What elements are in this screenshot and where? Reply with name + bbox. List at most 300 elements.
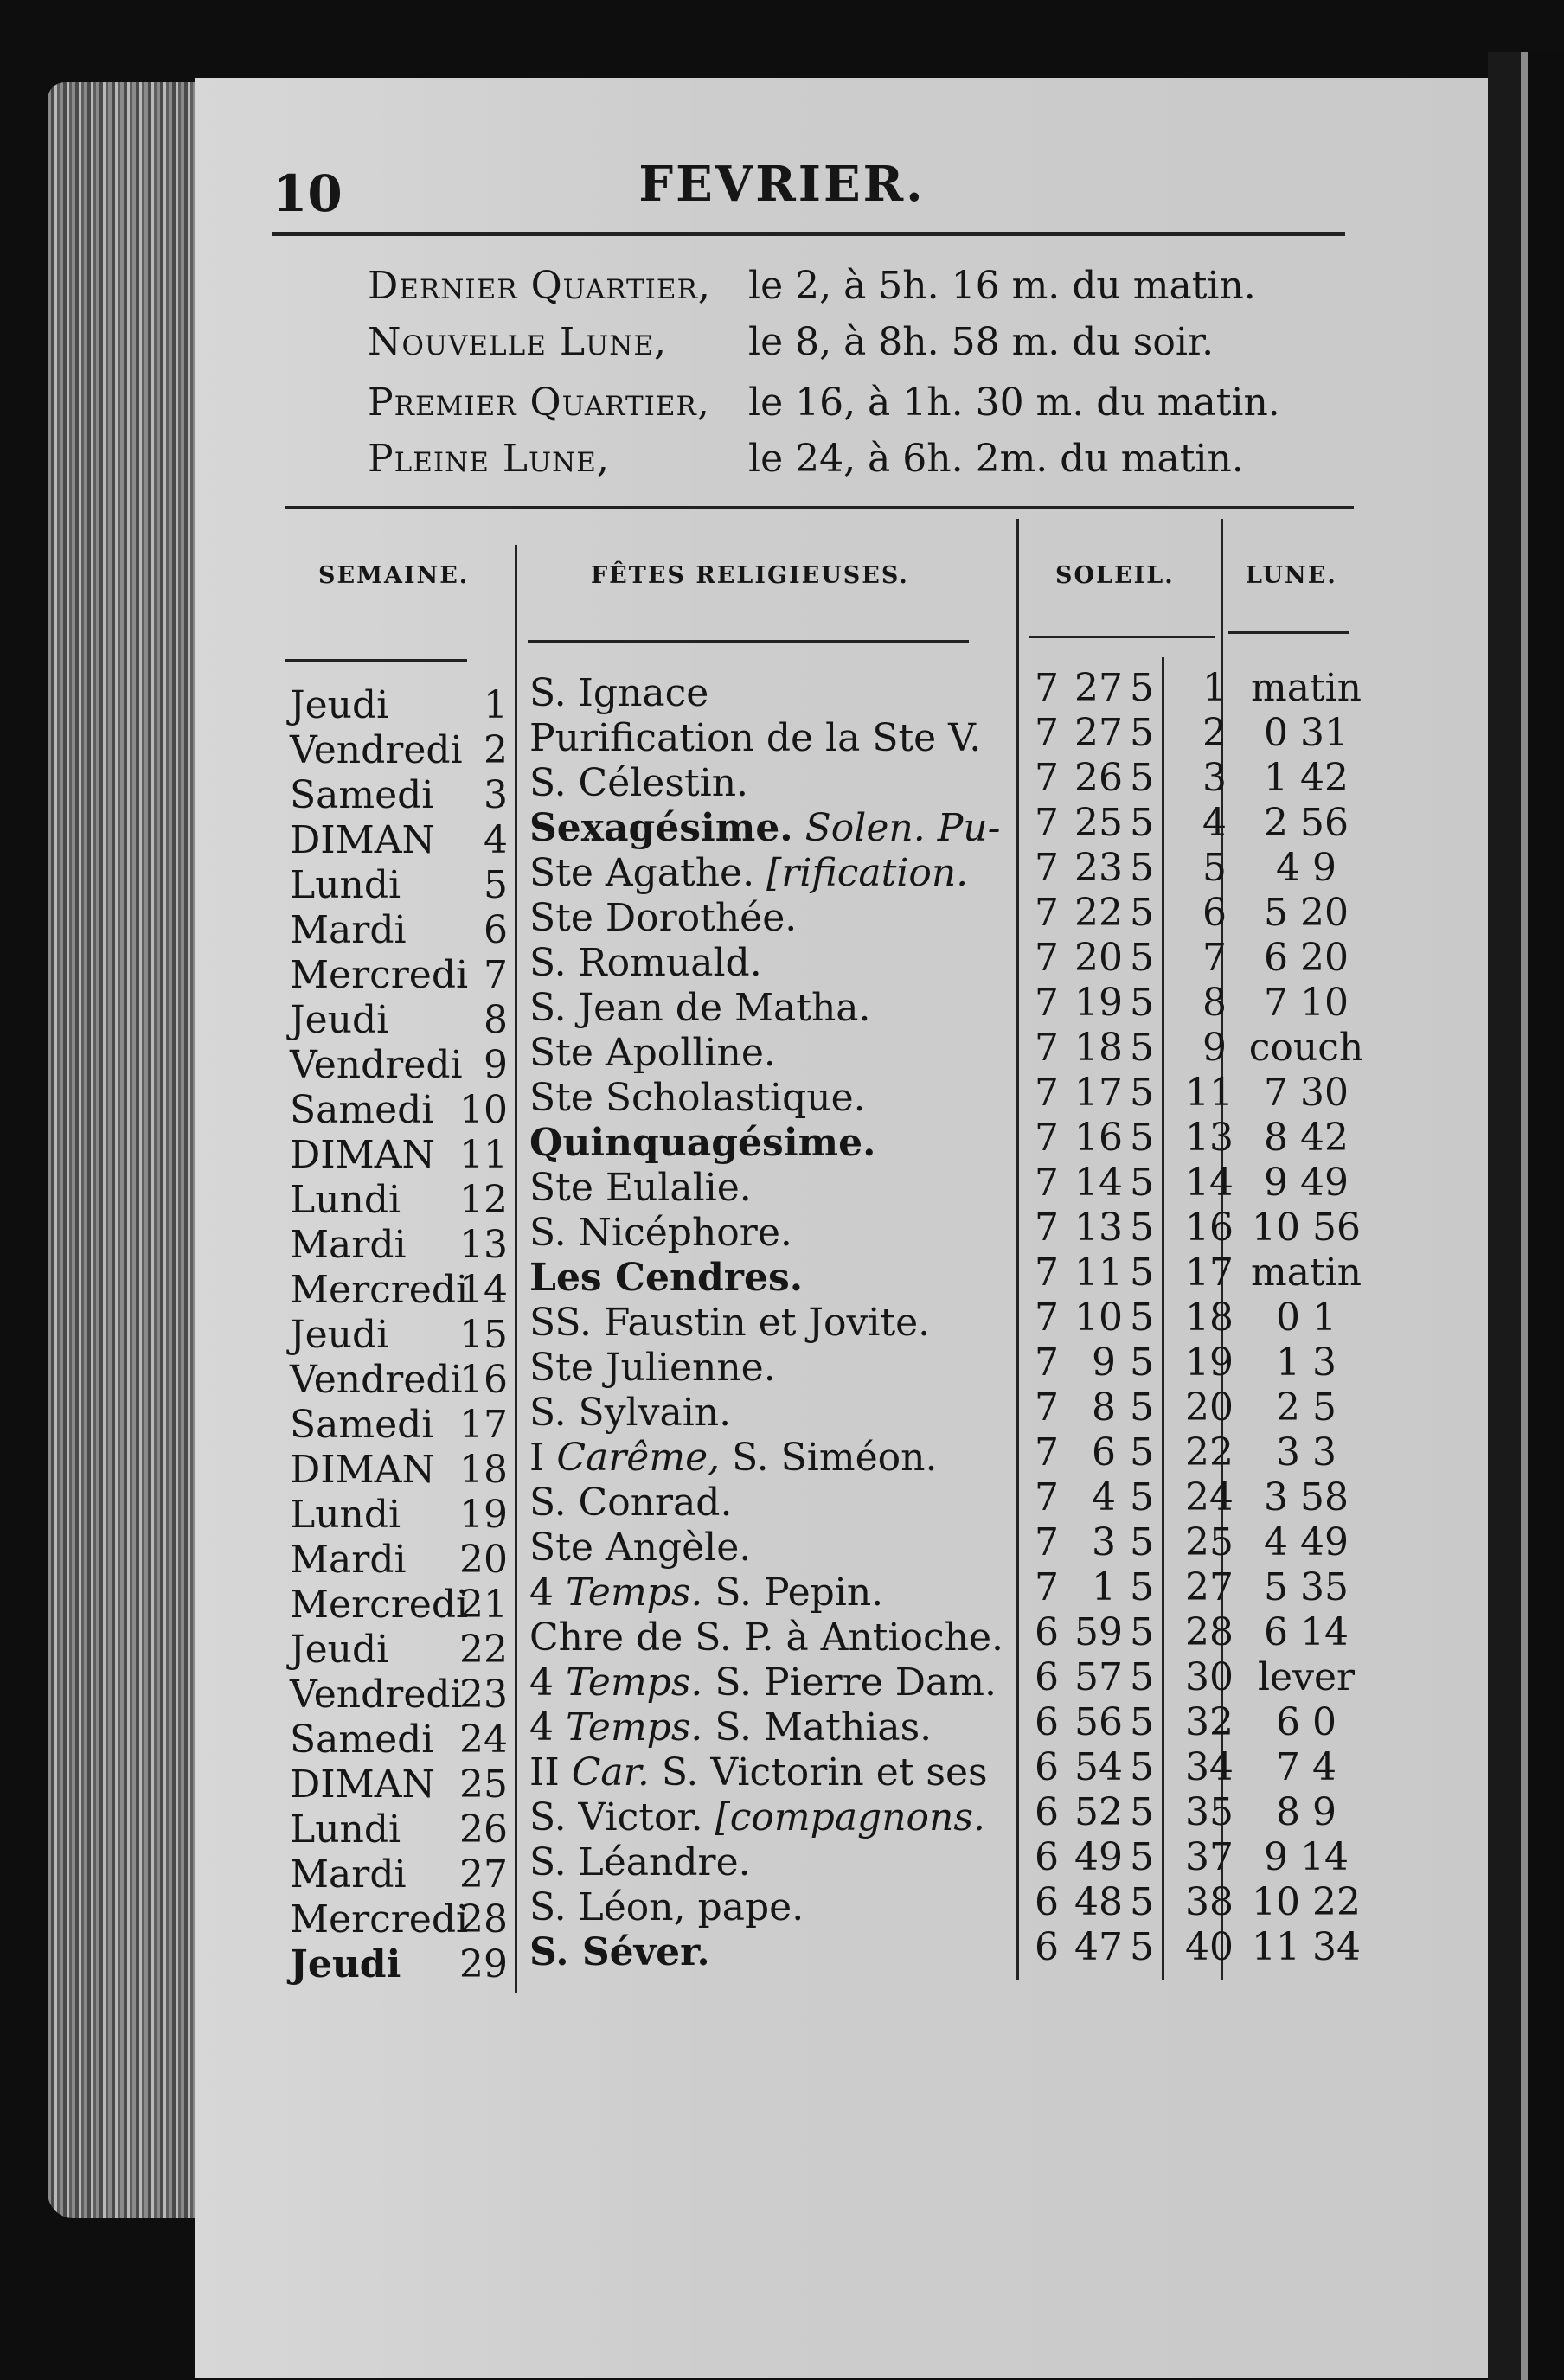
sunrise-hour: 7 <box>1035 1565 1059 1609</box>
sunset-minute: 11 <box>1185 1071 1234 1115</box>
feast-main: S. Jean de Matha. <box>529 986 871 1030</box>
moon-time: couch <box>1248 1026 1364 1070</box>
feast-name <box>529 1615 1003 1660</box>
weekday: Samedi <box>290 1718 434 1762</box>
page-number: 10 <box>272 164 343 223</box>
phase-name: Pleine Lune, <box>368 437 610 481</box>
sunset-minute: 14 <box>1185 1161 1234 1205</box>
feast-main: S. Romuald. <box>529 941 762 985</box>
day-number: 26 <box>459 1807 508 1852</box>
feast-main: S. Conrad. <box>529 1481 733 1525</box>
moon-time: 0 1 <box>1276 1296 1336 1340</box>
sunrise-hour: 7 <box>1035 1251 1059 1295</box>
sunrise-hour: 7 <box>1035 1161 1059 1205</box>
weekday: Vendredi <box>290 1673 463 1717</box>
day-number: 16 <box>459 1358 508 1402</box>
sunset-hour: 5 <box>1130 1340 1154 1385</box>
sunset-minute: 1 <box>1202 666 1227 710</box>
feast-name <box>529 1571 883 1615</box>
sunset-minute: 4 <box>1202 801 1227 845</box>
sunset-hour: 5 <box>1130 1251 1154 1295</box>
feast-main: S. Séver. <box>529 1930 710 1974</box>
sunrise-hour: 6 <box>1035 1835 1059 1879</box>
sunset-minute: 18 <box>1185 1296 1234 1340</box>
feast-main: S. Victor. <box>529 1795 703 1839</box>
moon-time: 5 35 <box>1264 1565 1349 1609</box>
feast-name <box>529 671 708 715</box>
moon-time: 5 20 <box>1264 891 1349 935</box>
day-number: 17 <box>459 1403 508 1447</box>
sunrise-hour: 7 <box>1035 1520 1059 1564</box>
feast-main: Quinquagésime. <box>529 1121 876 1165</box>
feast-main: Ste Eulalie. <box>529 1166 752 1210</box>
feast-continuation: [rification. <box>766 851 969 895</box>
sunset-minute: 30 <box>1185 1655 1234 1699</box>
column-divider <box>515 545 517 1993</box>
weekday: DIMAN <box>290 1448 435 1492</box>
sunrise-hour: 6 <box>1035 1880 1059 1924</box>
sunset-hour: 5 <box>1130 1385 1154 1430</box>
sunset-minute: 2 <box>1202 711 1227 755</box>
weekday: Mercredi <box>290 953 469 997</box>
sunset-minute: 19 <box>1185 1340 1234 1385</box>
sunrise-hour: 7 <box>1035 1385 1059 1430</box>
column-header-semaine: SEMAINE. <box>318 562 470 589</box>
moon-time: 1 42 <box>1264 756 1349 800</box>
feast-main: S. Mathias. <box>715 1705 933 1750</box>
sunset-minute: 8 <box>1202 981 1227 1025</box>
feast-name <box>529 1166 752 1210</box>
weekday: Mercredi <box>290 1897 469 1942</box>
weekday: Jeudi <box>290 1628 389 1672</box>
sunset-hour: 5 <box>1130 1430 1154 1475</box>
moon-time: 0 31 <box>1264 711 1349 755</box>
sunset-hour: 5 <box>1130 1790 1154 1834</box>
weekday: Jeudi <box>290 683 389 727</box>
sunrise-minute: 19 <box>1074 981 1123 1025</box>
moon-time: 2 56 <box>1264 801 1349 845</box>
sunrise-minute: 48 <box>1074 1880 1123 1924</box>
moon-time: 3 3 <box>1276 1430 1336 1475</box>
sunset-hour: 5 <box>1130 846 1154 890</box>
feast-name <box>529 1481 732 1525</box>
moon-time: 1 3 <box>1276 1340 1336 1385</box>
day-number: 14 <box>459 1268 508 1312</box>
sunrise-minute: 8 <box>1092 1385 1116 1430</box>
moon-time: 8 42 <box>1264 1116 1349 1160</box>
feast-main: Ste Dorothée. <box>529 896 798 940</box>
moon-time: 8 9 <box>1276 1790 1336 1834</box>
sunset-hour: 5 <box>1130 666 1154 710</box>
day-number: 21 <box>459 1583 508 1627</box>
feast-name <box>529 716 981 760</box>
day-number: 24 <box>459 1718 508 1762</box>
sunset-minute: 27 <box>1185 1565 1234 1609</box>
weekday: Samedi <box>290 1088 434 1132</box>
moon-time: 7 4 <box>1276 1745 1336 1789</box>
sunset-minute: 16 <box>1185 1206 1234 1250</box>
sunset-hour: 5 <box>1130 1655 1154 1699</box>
weekday: Samedi <box>290 1403 434 1447</box>
phase-name: Nouvelle Lune, <box>368 320 667 364</box>
sunset-hour: 5 <box>1130 1475 1154 1519</box>
day-number: 1 <box>484 683 508 727</box>
sunrise-hour: 7 <box>1035 891 1059 935</box>
day-number: 4 <box>484 818 508 862</box>
sunrise-hour: 6 <box>1035 1655 1059 1699</box>
sunset-minute: 28 <box>1185 1610 1234 1654</box>
weekday: Mercredi <box>290 1583 469 1627</box>
book-page-edges <box>48 82 195 2218</box>
day-number: 29 <box>459 1942 508 1987</box>
sunrise-hour: 7 <box>1035 1206 1059 1250</box>
sunset-minute: 20 <box>1185 1385 1234 1430</box>
feast-main: S. Siméon. <box>732 1436 938 1480</box>
sunrise-minute: 18 <box>1074 1026 1123 1070</box>
day-number: 15 <box>459 1313 508 1357</box>
day-number: 10 <box>459 1088 508 1132</box>
sunset-minute: 5 <box>1202 846 1227 890</box>
sunset-hour: 5 <box>1130 936 1154 980</box>
sunset-hour: 5 <box>1130 1925 1154 1969</box>
day-number: 2 <box>484 728 508 772</box>
phase-date: le 24, à 6h. 2m. du matin. <box>748 437 1244 481</box>
sunrise-minute: 25 <box>1074 801 1123 845</box>
sunrise-hour: 7 <box>1035 1116 1059 1160</box>
moon-time: 10 22 <box>1252 1880 1361 1924</box>
feast-main: Ste Scholastique. <box>529 1076 866 1120</box>
sunrise-minute: 13 <box>1074 1206 1123 1250</box>
feast-name <box>529 1795 985 1839</box>
sunrise-hour: 7 <box>1035 756 1059 800</box>
feast-name <box>529 1211 792 1255</box>
feast-name <box>529 1121 875 1165</box>
feast-main: Ste Apolline. <box>529 1031 776 1075</box>
weekday: Mardi <box>290 908 407 952</box>
feast-name <box>529 1705 932 1750</box>
sunrise-minute: 22 <box>1074 891 1123 935</box>
sunset-minute: 13 <box>1185 1116 1234 1160</box>
sunrise-hour: 7 <box>1035 846 1059 890</box>
weekday: Jeudi <box>290 998 389 1042</box>
feast-name <box>529 941 762 985</box>
sunrise-minute: 11 <box>1074 1251 1123 1295</box>
feast-main: Chre de S. P. à Antioche. <box>529 1615 1004 1660</box>
feast-main: Les Cendres. <box>529 1256 804 1300</box>
sunrise-hour: 7 <box>1035 1475 1059 1519</box>
sunrise-minute: 57 <box>1074 1655 1123 1699</box>
sunset-hour: 5 <box>1130 1520 1154 1564</box>
feast-main: S. Célestin. <box>529 761 749 805</box>
moon-time: 6 20 <box>1264 936 1349 980</box>
sunset-minute: 3 <box>1202 756 1227 800</box>
feast-main: SS. Faustin et Jovite. <box>529 1301 931 1345</box>
feast-name <box>529 896 797 940</box>
weekday: Samedi <box>290 773 434 817</box>
fetes-rule <box>528 640 969 643</box>
sunset-hour: 5 <box>1130 1565 1154 1609</box>
feast-name <box>529 1750 988 1795</box>
phase-date: le 8, à 8h. 58 m. du soir. <box>748 320 1215 364</box>
sunset-minute: 25 <box>1185 1520 1234 1564</box>
month-title: FEVRIER. <box>638 156 926 213</box>
day-number: 28 <box>459 1897 508 1942</box>
weekday: Lundi <box>290 863 401 907</box>
header-rule <box>272 232 1345 236</box>
feast-name <box>529 851 968 895</box>
sunset-hour: 5 <box>1130 801 1154 845</box>
sunset-minute: 6 <box>1202 891 1227 935</box>
semaine-rule <box>285 659 467 662</box>
weekday: Mercredi <box>290 1268 469 1312</box>
feast-name <box>529 761 748 805</box>
sunrise-hour: 7 <box>1035 666 1059 710</box>
day-number: 11 <box>459 1133 508 1177</box>
sunrise-minute: 6 <box>1092 1430 1116 1475</box>
facing-page-gap <box>1488 52 1521 2380</box>
phase-name: Premier Quartier, <box>368 381 710 425</box>
sunset-minute: 22 <box>1185 1430 1234 1475</box>
moon-time: 3 58 <box>1264 1475 1349 1519</box>
sunset-hour: 5 <box>1130 711 1154 755</box>
feast-continuation: Solen. Pu- <box>804 806 1001 850</box>
feast-main: S. Pepin. <box>715 1571 884 1615</box>
sunset-minute: 17 <box>1185 1251 1234 1295</box>
feast-name <box>529 1391 731 1435</box>
sunset-hour: 5 <box>1130 756 1154 800</box>
sunrise-minute: 59 <box>1074 1610 1123 1654</box>
feast-main: Ste Angèle. <box>529 1526 752 1570</box>
feast-name <box>529 1346 776 1390</box>
feast-name <box>529 1436 937 1480</box>
sunrise-hour: 7 <box>1035 1296 1059 1340</box>
feast-prefix: II <box>529 1750 572 1795</box>
column-divider <box>1162 657 1164 1980</box>
feast-name <box>529 1301 930 1345</box>
sunrise-minute: 52 <box>1074 1790 1123 1834</box>
sunrise-minute: 27 <box>1074 666 1123 710</box>
feast-main: S. Pierre Dam. <box>715 1660 997 1705</box>
day-number: 8 <box>484 998 508 1042</box>
sunset-minute: 37 <box>1185 1835 1234 1879</box>
feast-main: Sexagésime. <box>529 806 793 850</box>
feast-name <box>529 806 1001 850</box>
feast-main: S. Sylvain. <box>529 1391 732 1435</box>
feast-name <box>529 986 871 1030</box>
sunrise-hour: 6 <box>1035 1925 1059 1969</box>
feast-name <box>529 1076 866 1120</box>
sunset-minute: 34 <box>1185 1745 1234 1789</box>
sunset-hour: 5 <box>1130 1610 1154 1654</box>
moon-time: lever <box>1257 1655 1356 1699</box>
sunrise-minute: 54 <box>1074 1745 1123 1789</box>
sunrise-hour: 6 <box>1035 1610 1059 1654</box>
feast-main: S. Victorin et ses <box>661 1750 988 1795</box>
feast-continuation: [compagnons. <box>715 1795 985 1839</box>
sunset-minute: 35 <box>1185 1790 1234 1834</box>
sunrise-minute: 20 <box>1074 936 1123 980</box>
feast-prefix: 4 <box>529 1660 566 1705</box>
weekday: Lundi <box>290 1807 401 1852</box>
moon-time: matin <box>1250 666 1362 710</box>
sunset-hour: 5 <box>1130 1700 1154 1744</box>
sunrise-minute: 56 <box>1074 1700 1123 1744</box>
moon-time: 7 10 <box>1264 981 1349 1025</box>
moon-time: 7 30 <box>1264 1071 1349 1115</box>
sunrise-minute: 47 <box>1074 1925 1123 1969</box>
feast-name <box>529 1256 803 1300</box>
moon-time: 4 49 <box>1264 1520 1349 1564</box>
feast-italic: Temps. <box>565 1571 703 1615</box>
sunrise-hour: 6 <box>1035 1790 1059 1834</box>
sunrise-hour: 6 <box>1035 1700 1059 1744</box>
weekday: Vendredi <box>290 1358 463 1402</box>
sunset-hour: 5 <box>1130 1206 1154 1250</box>
weekday: Mardi <box>290 1852 407 1897</box>
weekday: Vendredi <box>290 728 463 772</box>
day-number: 18 <box>459 1448 508 1492</box>
moon-time: 11 34 <box>1252 1925 1361 1969</box>
feast-name <box>529 1031 776 1075</box>
weekday: Mardi <box>290 1538 407 1582</box>
moon-time: matin <box>1250 1251 1362 1295</box>
sunrise-hour: 7 <box>1035 1071 1059 1115</box>
feast-main: Ste Julienne. <box>529 1346 776 1390</box>
feast-name <box>529 1660 997 1705</box>
sunrise-minute: 16 <box>1074 1116 1123 1160</box>
sunrise-minute: 17 <box>1074 1071 1123 1115</box>
column-header-lune: LUNE. <box>1246 562 1337 589</box>
weekday: DIMAN <box>290 1763 435 1807</box>
sunrise-hour: 7 <box>1035 1026 1059 1070</box>
feast-name <box>529 1930 710 1974</box>
weekday: Lundi <box>290 1493 401 1537</box>
weekday: Vendredi <box>290 1043 463 1087</box>
sunrise-minute: 23 <box>1074 846 1123 890</box>
feast-main: S. Léandre. <box>529 1840 751 1884</box>
moon-time: 9 14 <box>1264 1835 1349 1879</box>
day-number: 22 <box>459 1628 508 1672</box>
sunset-hour: 5 <box>1130 1026 1154 1070</box>
sunset-minute: 38 <box>1185 1880 1234 1924</box>
sunset-hour: 5 <box>1130 1880 1154 1924</box>
day-number: 13 <box>459 1223 508 1267</box>
weekday: Jeudi <box>290 1942 401 1987</box>
moon-time: 2 5 <box>1276 1385 1336 1430</box>
feast-name <box>529 1526 751 1570</box>
facing-page-edge <box>1521 52 1528 2380</box>
sunset-minute: 9 <box>1202 1026 1227 1070</box>
moon-time: 9 49 <box>1264 1161 1349 1205</box>
day-number: 25 <box>459 1763 508 1807</box>
moon-time: 6 14 <box>1264 1610 1349 1654</box>
sunset-hour: 5 <box>1130 1071 1154 1115</box>
phase-date: le 2, à 5h. 16 m. du matin. <box>748 264 1256 308</box>
day-number: 27 <box>459 1852 508 1897</box>
sunset-hour: 5 <box>1130 1296 1154 1340</box>
weekday: Mardi <box>290 1223 407 1267</box>
sunset-hour: 5 <box>1130 891 1154 935</box>
day-number: 23 <box>459 1673 508 1717</box>
sunset-minute: 7 <box>1202 936 1227 980</box>
sunrise-minute: 14 <box>1074 1161 1123 1205</box>
soleil-rule <box>1029 636 1215 638</box>
feast-main: Ste Agathe. <box>529 851 755 895</box>
feast-main: S. Ignace <box>529 671 709 715</box>
weekday: Jeudi <box>290 1313 389 1357</box>
table-top-rule <box>285 506 1354 509</box>
sunset-hour: 5 <box>1130 1116 1154 1160</box>
sunrise-minute: 26 <box>1074 756 1123 800</box>
feast-italic: Carême, <box>556 1436 721 1480</box>
phase-date: le 16, à 1h. 30 m. du matin. <box>748 381 1280 425</box>
sunrise-hour: 7 <box>1035 801 1059 845</box>
sunset-minute: 32 <box>1185 1700 1234 1744</box>
day-number: 20 <box>459 1538 508 1582</box>
feast-italic: Temps. <box>565 1660 703 1705</box>
sunrise-minute: 27 <box>1074 711 1123 755</box>
sunset-minute: 24 <box>1185 1475 1234 1519</box>
sunrise-hour: 7 <box>1035 936 1059 980</box>
feast-main: S. Nicéphore. <box>529 1211 792 1255</box>
column-divider <box>1016 519 1019 1980</box>
feast-main: Purification de la Ste V. <box>529 716 982 760</box>
moon-time: 4 9 <box>1276 846 1336 890</box>
feast-italic: Car. <box>571 1750 650 1795</box>
feast-name <box>529 1885 804 1929</box>
sunrise-hour: 7 <box>1035 981 1059 1025</box>
column-header-fetes: FÊTES RELIGIEUSES. <box>591 562 909 589</box>
sunrise-minute: 49 <box>1074 1835 1123 1879</box>
sunset-minute: 40 <box>1185 1925 1234 1969</box>
sunrise-hour: 7 <box>1035 1430 1059 1475</box>
moon-time: 10 56 <box>1252 1206 1361 1250</box>
sunset-hour: 5 <box>1130 1161 1154 1205</box>
sunrise-hour: 6 <box>1035 1745 1059 1789</box>
background <box>1528 52 1564 2380</box>
feast-prefix: 4 <box>529 1571 566 1615</box>
day-number: 6 <box>484 908 508 952</box>
sunset-hour: 5 <box>1130 1745 1154 1789</box>
sunrise-minute: 4 <box>1092 1475 1116 1519</box>
sunrise-hour: 7 <box>1035 1340 1059 1385</box>
weekday: Lundi <box>290 1178 401 1222</box>
sunrise-minute: 3 <box>1092 1520 1116 1564</box>
day-number: 19 <box>459 1493 508 1537</box>
column-header-soleil: SOLEIL. <box>1055 562 1175 589</box>
phase-name: Dernier Quartier, <box>368 264 711 308</box>
weekday: DIMAN <box>290 1133 435 1177</box>
weekday: DIMAN <box>290 818 435 862</box>
feast-prefix: 4 <box>529 1705 566 1750</box>
sunset-hour: 5 <box>1130 981 1154 1025</box>
feast-italic: Temps. <box>565 1705 703 1750</box>
sunrise-minute: 1 <box>1092 1565 1116 1609</box>
lune-rule <box>1228 631 1349 634</box>
day-number: 9 <box>484 1043 508 1087</box>
day-number: 3 <box>484 773 508 817</box>
feast-name <box>529 1840 751 1884</box>
feast-main: S. Léon, pape. <box>529 1885 804 1929</box>
day-number: 7 <box>484 953 508 997</box>
sunset-hour: 5 <box>1130 1835 1154 1879</box>
feast-prefix: I <box>529 1436 557 1480</box>
moon-time: 6 0 <box>1276 1700 1336 1744</box>
sunrise-minute: 10 <box>1074 1296 1123 1340</box>
sunrise-minute: 9 <box>1092 1340 1116 1385</box>
sunrise-hour: 7 <box>1035 711 1059 755</box>
day-number: 5 <box>484 863 508 907</box>
